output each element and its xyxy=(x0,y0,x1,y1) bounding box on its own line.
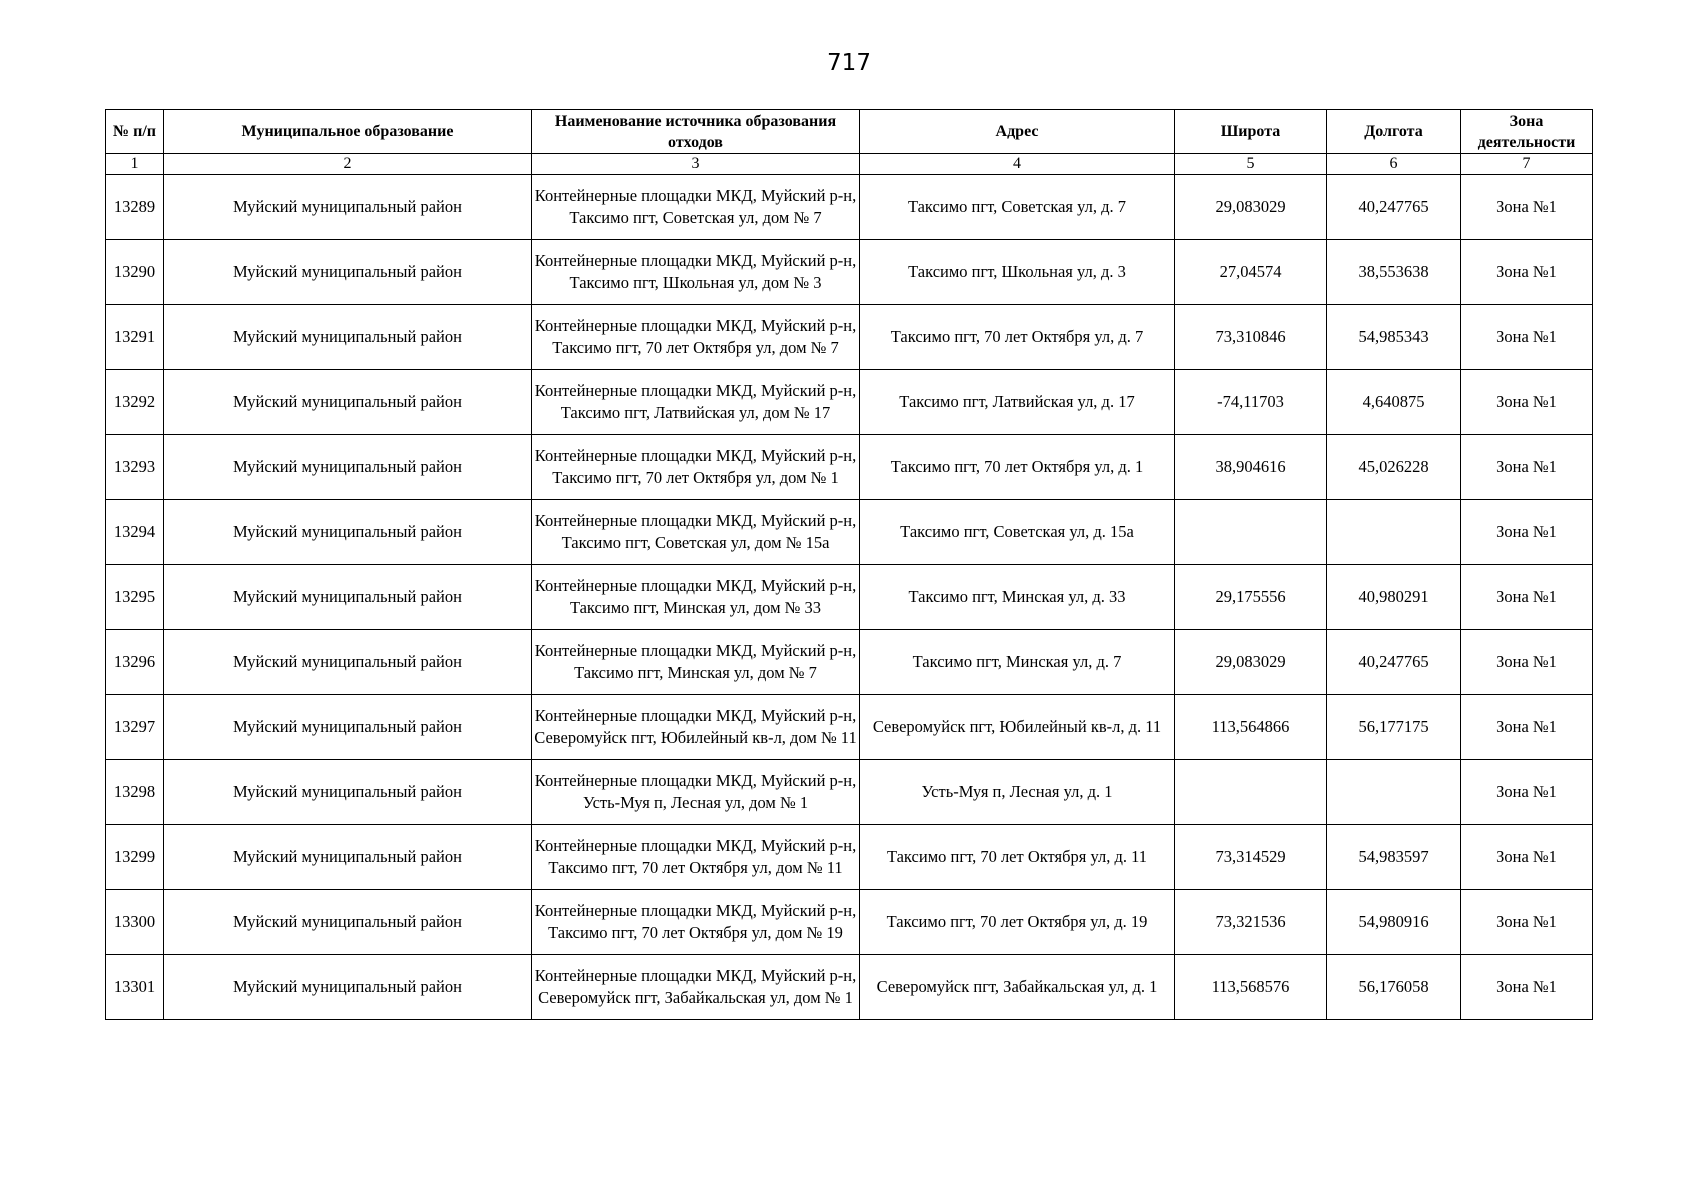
table-row xyxy=(106,760,1593,825)
col-header-municipality: Муниципальное образование xyxy=(164,110,532,154)
cell-zone: Зона №1 xyxy=(1461,435,1593,500)
cell-latitude: 73,321536 xyxy=(1175,890,1327,955)
cell-address: Таксимо пгт, Советская ул, д. 7 xyxy=(860,175,1175,240)
table-body xyxy=(106,175,1593,1020)
cell-municipality: Муйский муниципальный район xyxy=(164,175,532,240)
col-number: 6 xyxy=(1327,154,1461,175)
cell-latitude xyxy=(1175,760,1327,825)
cell-municipality: Муйский муниципальный район xyxy=(164,305,532,370)
cell-latitude: 38,904616 xyxy=(1175,435,1327,500)
cell-zone: Зона №1 xyxy=(1461,695,1593,760)
cell-address: Таксимо пгт, 70 лет Октября ул, д. 7 xyxy=(860,305,1175,370)
cell-address: Таксимо пгт, 70 лет Октября ул, д. 19 xyxy=(860,890,1175,955)
cell-municipality: Муйский муниципальный район xyxy=(164,500,532,565)
cell-municipality: Муйский муниципальный район xyxy=(164,695,532,760)
cell-number: 13291 xyxy=(106,305,164,370)
cell-longitude: 40,247765 xyxy=(1327,175,1461,240)
cell-number: 13294 xyxy=(106,500,164,565)
cell-address: Таксимо пгт, 70 лет Октября ул, д. 1 xyxy=(860,435,1175,500)
table-row xyxy=(106,175,1593,240)
cell-zone: Зона №1 xyxy=(1461,175,1593,240)
cell-municipality: Муйский муниципальный район xyxy=(164,240,532,305)
cell-latitude: 113,564866 xyxy=(1175,695,1327,760)
cell-zone: Зона №1 xyxy=(1461,500,1593,565)
cell-address: Таксимо пгт, Латвийская ул, д. 17 xyxy=(860,370,1175,435)
cell-source: Контейнерные площадки МКД, Муйский р-н, Таксимо пгт, Советская ул, дом № 15а xyxy=(532,500,860,565)
waste-sources-table xyxy=(105,109,1593,1020)
cell-source: Контейнерные площадки МКД, Муйский р-н, Таксимо пгт, 70 лет Октября ул, дом № 7 xyxy=(532,305,860,370)
page-number: 717 xyxy=(827,50,871,76)
cell-longitude xyxy=(1327,760,1461,825)
cell-latitude: 73,314529 xyxy=(1175,825,1327,890)
col-header-latitude: Широта xyxy=(1175,110,1327,154)
cell-municipality: Муйский муниципальный район xyxy=(164,630,532,695)
table-header xyxy=(106,110,1593,175)
cell-source: Контейнерные площадки МКД, Муйский р-н, Таксимо пгт, Советская ул, дом № 7 xyxy=(532,175,860,240)
cell-longitude: 40,980291 xyxy=(1327,565,1461,630)
cell-latitude: 27,04574 xyxy=(1175,240,1327,305)
cell-zone: Зона №1 xyxy=(1461,760,1593,825)
cell-address: Таксимо пгт, 70 лет Октября ул, д. 11 xyxy=(860,825,1175,890)
table-row xyxy=(106,305,1593,370)
cell-address: Северомуйск пгт, Забайкальская ул, д. 1 xyxy=(860,955,1175,1020)
cell-address: Северомуйск пгт, Юбилейный кв-л, д. 11 xyxy=(860,695,1175,760)
col-number: 2 xyxy=(164,154,532,175)
cell-source: Контейнерные площадки МКД, Муйский р-н, Усть-Муя п, Лесная ул, дом № 1 xyxy=(532,760,860,825)
col-number: 4 xyxy=(860,154,1175,175)
cell-latitude: 29,083029 xyxy=(1175,630,1327,695)
cell-number: 13292 xyxy=(106,370,164,435)
cell-source: Контейнерные площадки МКД, Муйский р-н, Северомуйск пгт, Юбилейный кв-л, дом № 11 xyxy=(532,695,860,760)
col-header-zone: Зона деятельности xyxy=(1461,110,1593,154)
col-number: 5 xyxy=(1175,154,1327,175)
cell-zone: Зона №1 xyxy=(1461,240,1593,305)
cell-source: Контейнерные площадки МКД, Муйский р-н, Северомуйск пгт, Забайкальская ул, дом № 1 xyxy=(532,955,860,1020)
cell-source: Контейнерные площадки МКД, Муйский р-н, Таксимо пгт, Школьная ул, дом № 3 xyxy=(532,240,860,305)
col-header-source: Наименование источника образования отходов xyxy=(532,110,860,154)
cell-source: Контейнерные площадки МКД, Муйский р-н, Таксимо пгт, Латвийская ул, дом № 17 xyxy=(532,370,860,435)
cell-municipality: Муйский муниципальный район xyxy=(164,825,532,890)
cell-longitude: 45,026228 xyxy=(1327,435,1461,500)
cell-number: 13289 xyxy=(106,175,164,240)
table-row xyxy=(106,370,1593,435)
cell-longitude: 56,177175 xyxy=(1327,695,1461,760)
table-row xyxy=(106,630,1593,695)
col-number: 1 xyxy=(106,154,164,175)
cell-latitude: -74,11703 xyxy=(1175,370,1327,435)
cell-municipality: Муйский муниципальный район xyxy=(164,890,532,955)
cell-number: 13296 xyxy=(106,630,164,695)
cell-zone: Зона №1 xyxy=(1461,825,1593,890)
col-header-longitude: Долгота xyxy=(1327,110,1461,154)
table-row xyxy=(106,955,1593,1020)
cell-longitude: 56,176058 xyxy=(1327,955,1461,1020)
cell-municipality: Муйский муниципальный район xyxy=(164,435,532,500)
cell-source: Контейнерные площадки МКД, Муйский р-н, Таксимо пгт, 70 лет Октября ул, дом № 19 xyxy=(532,890,860,955)
col-header-number: № п/п xyxy=(106,110,164,154)
cell-address: Таксимо пгт, Советская ул, д. 15а xyxy=(860,500,1175,565)
cell-number: 13299 xyxy=(106,825,164,890)
cell-address: Таксимо пгт, Школьная ул, д. 3 xyxy=(860,240,1175,305)
cell-zone: Зона №1 xyxy=(1461,370,1593,435)
cell-number: 13301 xyxy=(106,955,164,1020)
cell-source: Контейнерные площадки МКД, Муйский р-н, Таксимо пгт, Минская ул, дом № 33 xyxy=(532,565,860,630)
cell-zone: Зона №1 xyxy=(1461,305,1593,370)
cell-municipality: Муйский муниципальный район xyxy=(164,370,532,435)
cell-longitude: 4,640875 xyxy=(1327,370,1461,435)
cell-latitude: 29,083029 xyxy=(1175,175,1327,240)
cell-latitude: 113,568576 xyxy=(1175,955,1327,1020)
table-row xyxy=(106,240,1593,305)
cell-source: Контейнерные площадки МКД, Муйский р-н, Таксимо пгт, Минская ул, дом № 7 xyxy=(532,630,860,695)
cell-source: Контейнерные площадки МКД, Муйский р-н, Таксимо пгт, 70 лет Октября ул, дом № 1 xyxy=(532,435,860,500)
cell-number: 13290 xyxy=(106,240,164,305)
cell-number: 13295 xyxy=(106,565,164,630)
cell-number: 13297 xyxy=(106,695,164,760)
cell-latitude xyxy=(1175,500,1327,565)
cell-longitude: 54,983597 xyxy=(1327,825,1461,890)
cell-address: Таксимо пгт, Минская ул, д. 33 xyxy=(860,565,1175,630)
cell-zone: Зона №1 xyxy=(1461,565,1593,630)
cell-zone: Зона №1 xyxy=(1461,630,1593,695)
cell-number: 13298 xyxy=(106,760,164,825)
table-row xyxy=(106,890,1593,955)
table-row xyxy=(106,565,1593,630)
cell-longitude: 54,980916 xyxy=(1327,890,1461,955)
cell-source: Контейнерные площадки МКД, Муйский р-н, Таксимо пгт, 70 лет Октября ул, дом № 11 xyxy=(532,825,860,890)
col-number: 7 xyxy=(1461,154,1593,175)
cell-municipality: Муйский муниципальный район xyxy=(164,760,532,825)
cell-longitude: 54,985343 xyxy=(1327,305,1461,370)
cell-number: 13293 xyxy=(106,435,164,500)
col-number: 3 xyxy=(532,154,860,175)
table-row xyxy=(106,500,1593,565)
column-number-row xyxy=(106,154,1593,175)
cell-number: 13300 xyxy=(106,890,164,955)
table-row xyxy=(106,435,1593,500)
cell-longitude: 40,247765 xyxy=(1327,630,1461,695)
cell-latitude: 73,310846 xyxy=(1175,305,1327,370)
cell-zone: Зона №1 xyxy=(1461,890,1593,955)
cell-zone: Зона №1 xyxy=(1461,955,1593,1020)
cell-address: Усть-Муя п, Лесная ул, д. 1 xyxy=(860,760,1175,825)
cell-longitude: 38,553638 xyxy=(1327,240,1461,305)
table-row xyxy=(106,695,1593,760)
cell-longitude xyxy=(1327,500,1461,565)
table-row xyxy=(106,825,1593,890)
header-row xyxy=(106,110,1593,154)
cell-latitude: 29,175556 xyxy=(1175,565,1327,630)
col-header-address: Адрес xyxy=(860,110,1175,154)
cell-address: Таксимо пгт, Минская ул, д. 7 xyxy=(860,630,1175,695)
cell-municipality: Муйский муниципальный район xyxy=(164,955,532,1020)
cell-municipality: Муйский муниципальный район xyxy=(164,565,532,630)
